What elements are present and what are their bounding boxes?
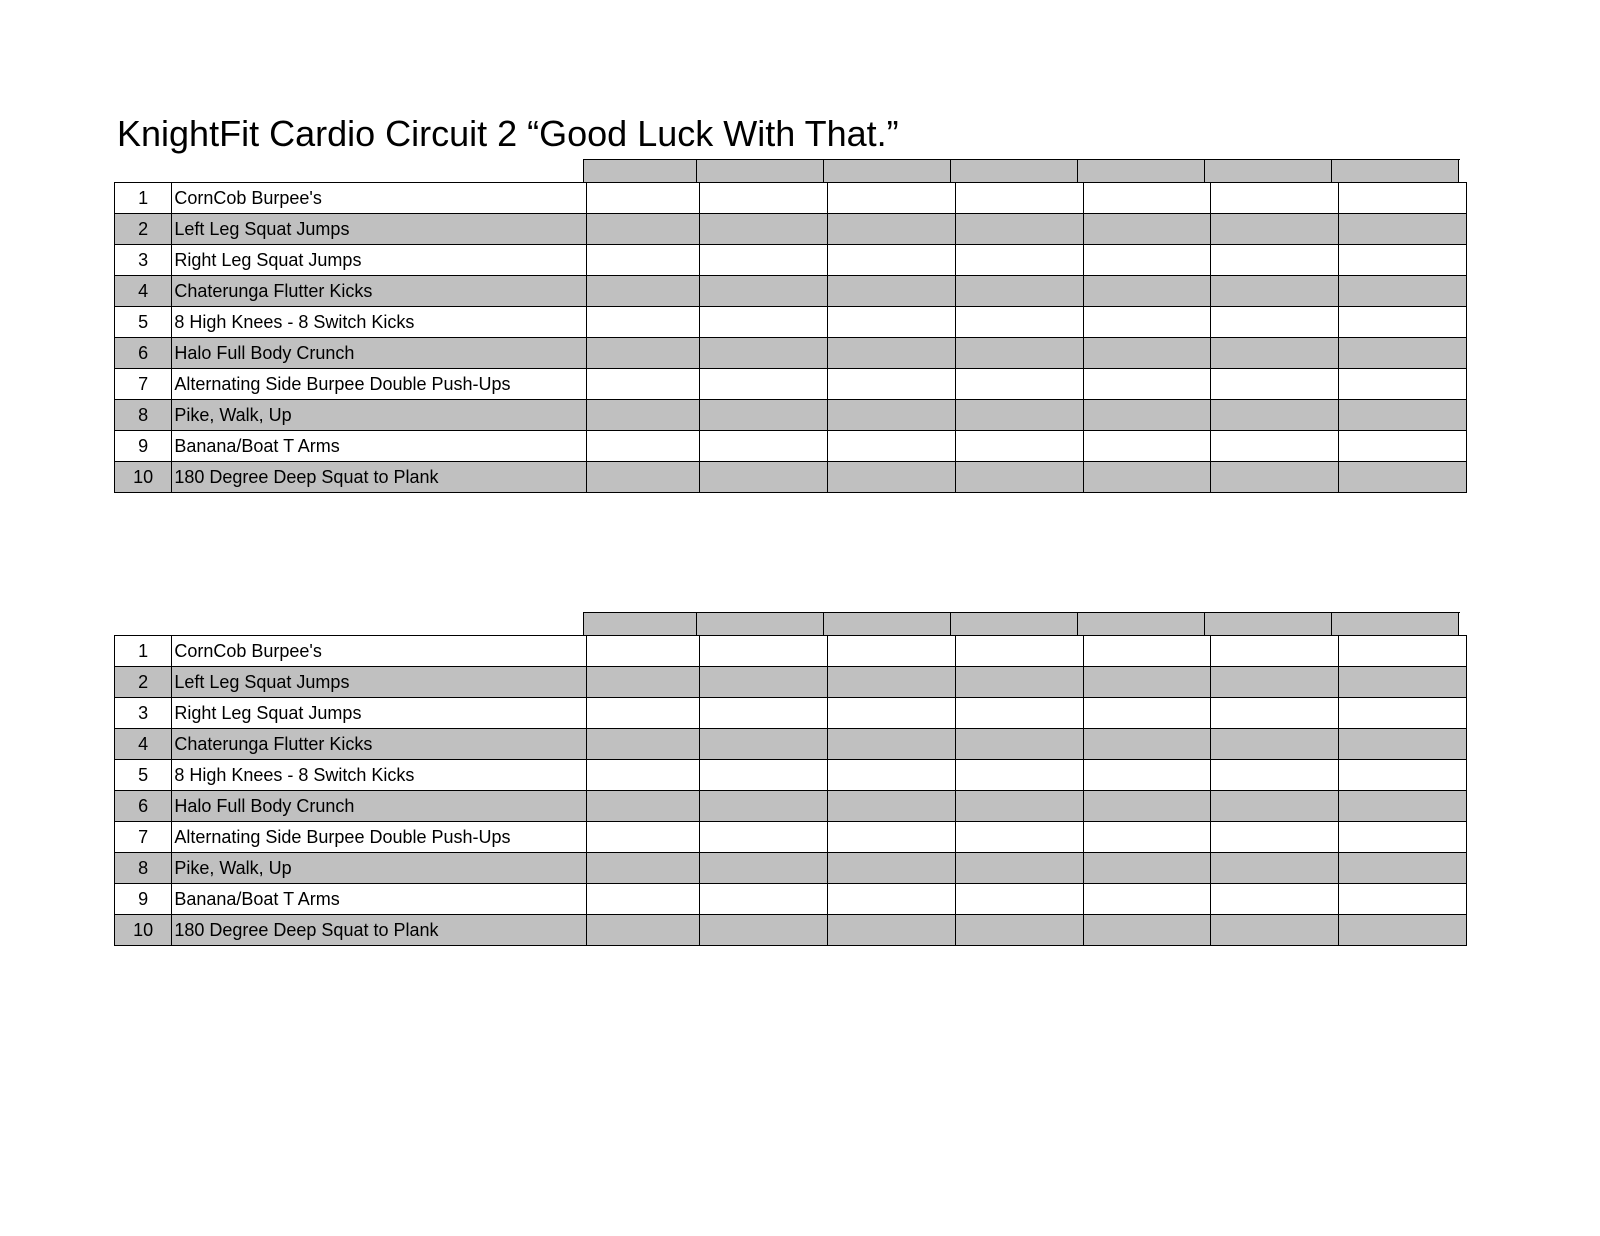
entry-cell[interactable] <box>1211 822 1339 853</box>
table-row <box>115 853 1467 884</box>
entry-cell[interactable] <box>1083 400 1211 431</box>
entry-cell[interactable] <box>700 307 828 338</box>
entry-cell[interactable] <box>828 245 956 276</box>
table-row <box>115 183 1467 214</box>
entry-cell[interactable] <box>828 369 956 400</box>
entry-cell[interactable] <box>700 400 828 431</box>
entry-cell[interactable] <box>1083 636 1211 667</box>
exercise-name: Right Leg Squat Jumps <box>172 698 586 729</box>
entry-cell[interactable] <box>955 431 1083 462</box>
row-number: 8 <box>115 400 172 431</box>
exercise-name: 180 Degree Deep Squat to Plank <box>172 915 586 946</box>
row-number: 8 <box>115 853 172 884</box>
exercise-grid <box>114 635 1467 946</box>
header-cell <box>951 160 1078 182</box>
exercise-name: Chaterunga Flutter Kicks <box>172 276 586 307</box>
entry-cell[interactable] <box>1083 884 1211 915</box>
entry-cell[interactable] <box>700 183 828 214</box>
entry-cell[interactable] <box>828 462 956 493</box>
entry-cell[interactable] <box>955 183 1083 214</box>
entry-cell[interactable] <box>828 729 956 760</box>
header-cell <box>1332 613 1459 635</box>
table-row <box>115 431 1467 462</box>
exercise-name: Right Leg Squat Jumps <box>172 245 586 276</box>
entry-cell[interactable] <box>955 636 1083 667</box>
exercise-name: CornCob Burpee's <box>172 183 586 214</box>
entry-cell[interactable] <box>700 760 828 791</box>
entry-cell[interactable] <box>1083 183 1211 214</box>
entry-cell[interactable] <box>1339 307 1467 338</box>
row-number: 1 <box>115 183 172 214</box>
entry-cell[interactable] <box>586 276 700 307</box>
header-cell <box>1078 613 1205 635</box>
entry-cell[interactable] <box>1083 760 1211 791</box>
entry-cell[interactable] <box>1211 431 1339 462</box>
table-row <box>115 698 1467 729</box>
entry-cell[interactable] <box>955 338 1083 369</box>
entry-cell[interactable] <box>955 667 1083 698</box>
entry-cell[interactable] <box>700 431 828 462</box>
entry-cell[interactable] <box>1339 915 1467 946</box>
row-number: 3 <box>115 698 172 729</box>
entry-cell[interactable] <box>1339 183 1467 214</box>
entry-cell[interactable] <box>955 760 1083 791</box>
entry-cell[interactable] <box>1211 667 1339 698</box>
entry-cell[interactable] <box>955 698 1083 729</box>
entry-cell[interactable] <box>1339 884 1467 915</box>
entry-cell[interactable] <box>586 667 700 698</box>
entry-cell[interactable] <box>1083 822 1211 853</box>
exercise-name: Banana/Boat T Arms <box>172 884 586 915</box>
entry-cell[interactable] <box>1211 307 1339 338</box>
entry-cell[interactable] <box>828 338 956 369</box>
entry-cell[interactable] <box>828 698 956 729</box>
entry-cell[interactable] <box>1211 853 1339 884</box>
entry-cell[interactable] <box>828 183 956 214</box>
entry-cell[interactable] <box>586 214 700 245</box>
entry-cell[interactable] <box>586 307 700 338</box>
entry-cell[interactable] <box>586 760 700 791</box>
table-row <box>115 369 1467 400</box>
entry-cell[interactable] <box>1211 245 1339 276</box>
entry-cell[interactable] <box>955 214 1083 245</box>
header-cell <box>697 160 824 182</box>
entry-cell[interactable] <box>586 853 700 884</box>
exercise-name: 180 Degree Deep Squat to Plank <box>172 462 586 493</box>
row-number: 5 <box>115 760 172 791</box>
exercise-name: Left Leg Squat Jumps <box>172 667 586 698</box>
entry-cell[interactable] <box>700 276 828 307</box>
entry-cell[interactable] <box>586 698 700 729</box>
header-cell <box>1205 160 1332 182</box>
row-number: 6 <box>115 338 172 369</box>
table-row <box>115 214 1467 245</box>
entry-cell[interactable] <box>700 884 828 915</box>
row-number: 9 <box>115 884 172 915</box>
entry-cell[interactable] <box>700 338 828 369</box>
entry-cell[interactable] <box>828 214 956 245</box>
entry-cell[interactable] <box>955 791 1083 822</box>
entry-cell[interactable] <box>1339 338 1467 369</box>
entry-cell[interactable] <box>1211 369 1339 400</box>
entry-cell[interactable] <box>828 636 956 667</box>
entry-cell[interactable] <box>586 245 700 276</box>
table-row <box>115 338 1467 369</box>
header-cell <box>951 613 1078 635</box>
entry-cell[interactable] <box>586 400 700 431</box>
table-row <box>115 822 1467 853</box>
table-row <box>115 915 1467 946</box>
table-row <box>115 400 1467 431</box>
entry-cell[interactable] <box>1211 214 1339 245</box>
table-row <box>115 462 1467 493</box>
row-number: 2 <box>115 667 172 698</box>
entry-cell[interactable] <box>1083 276 1211 307</box>
table-row <box>115 729 1467 760</box>
entry-cell[interactable] <box>955 400 1083 431</box>
row-number: 5 <box>115 307 172 338</box>
entry-cell[interactable] <box>586 729 700 760</box>
header-row <box>583 612 1460 635</box>
entry-cell[interactable] <box>1339 431 1467 462</box>
entry-cell[interactable] <box>700 698 828 729</box>
entry-cell[interactable] <box>1339 214 1467 245</box>
entry-cell[interactable] <box>955 245 1083 276</box>
entry-cell[interactable] <box>1211 183 1339 214</box>
entry-cell[interactable] <box>955 853 1083 884</box>
entry-cell[interactable] <box>700 915 828 946</box>
entry-cell[interactable] <box>1083 307 1211 338</box>
entry-cell[interactable] <box>1083 853 1211 884</box>
entry-cell[interactable] <box>1083 369 1211 400</box>
entry-cell[interactable] <box>586 636 700 667</box>
table-row <box>115 636 1467 667</box>
entry-cell[interactable] <box>828 307 956 338</box>
exercise-name: Alternating Side Burpee Double Push-Ups <box>172 822 586 853</box>
entry-cell[interactable] <box>1211 729 1339 760</box>
entry-cell[interactable] <box>700 636 828 667</box>
entry-cell[interactable] <box>586 915 700 946</box>
entry-cell[interactable] <box>1339 636 1467 667</box>
row-number: 3 <box>115 245 172 276</box>
entry-cell[interactable] <box>586 431 700 462</box>
entry-cell[interactable] <box>1083 462 1211 493</box>
row-number: 9 <box>115 431 172 462</box>
exercise-name: Left Leg Squat Jumps <box>172 214 586 245</box>
entry-cell[interactable] <box>1339 822 1467 853</box>
entry-cell[interactable] <box>586 822 700 853</box>
entry-cell[interactable] <box>1211 462 1339 493</box>
exercise-name: Pike, Walk, Up <box>172 400 586 431</box>
exercise-name: Chaterunga Flutter Kicks <box>172 729 586 760</box>
entry-cell[interactable] <box>700 729 828 760</box>
entry-cell[interactable] <box>1083 915 1211 946</box>
entry-cell[interactable] <box>586 369 700 400</box>
entry-cell[interactable] <box>586 462 700 493</box>
entry-cell[interactable] <box>955 915 1083 946</box>
entry-cell[interactable] <box>1211 636 1339 667</box>
entry-cell[interactable] <box>1211 338 1339 369</box>
entry-cell[interactable] <box>586 338 700 369</box>
entry-cell[interactable] <box>586 884 700 915</box>
entry-cell[interactable] <box>828 431 956 462</box>
header-cell <box>584 613 697 635</box>
entry-cell[interactable] <box>1211 698 1339 729</box>
entry-cell[interactable] <box>1339 698 1467 729</box>
entry-cell[interactable] <box>700 791 828 822</box>
row-number: 7 <box>115 369 172 400</box>
table-row <box>115 276 1467 307</box>
entry-cell[interactable] <box>1083 245 1211 276</box>
exercise-name: 8 High Knees - 8 Switch Kicks <box>172 307 586 338</box>
entry-cell[interactable] <box>700 667 828 698</box>
entry-cell[interactable] <box>1339 462 1467 493</box>
entry-cell[interactable] <box>1083 214 1211 245</box>
exercise-grid <box>114 182 1467 493</box>
entry-cell[interactable] <box>828 822 956 853</box>
table-row <box>115 307 1467 338</box>
entry-cell[interactable] <box>955 884 1083 915</box>
entry-cell[interactable] <box>828 791 956 822</box>
page-title: KnightFit Cardio Circuit 2 “Good Luck With That.” <box>117 113 899 154</box>
row-number: 10 <box>115 462 172 493</box>
row-number: 6 <box>115 791 172 822</box>
entry-cell[interactable] <box>1083 698 1211 729</box>
entry-cell[interactable] <box>1339 400 1467 431</box>
entry-cell[interactable] <box>700 853 828 884</box>
entry-cell[interactable] <box>1339 853 1467 884</box>
entry-cell[interactable] <box>700 214 828 245</box>
exercise-name: CornCob Burpee's <box>172 636 586 667</box>
entry-cell[interactable] <box>700 462 828 493</box>
header-cell <box>1205 613 1332 635</box>
exercise-name: Halo Full Body Crunch <box>172 338 586 369</box>
entry-cell[interactable] <box>955 729 1083 760</box>
entry-cell[interactable] <box>828 884 956 915</box>
entry-cell[interactable] <box>1211 760 1339 791</box>
table-row <box>115 667 1467 698</box>
entry-cell[interactable] <box>955 462 1083 493</box>
header-cell <box>1332 160 1459 182</box>
entry-cell[interactable] <box>1339 667 1467 698</box>
entry-cell[interactable] <box>700 369 828 400</box>
entry-cell[interactable] <box>1211 276 1339 307</box>
table-row <box>115 760 1467 791</box>
table-row <box>115 791 1467 822</box>
entry-cell[interactable] <box>1339 760 1467 791</box>
exercise-name: Alternating Side Burpee Double Push-Ups <box>172 369 586 400</box>
entry-cell[interactable] <box>1211 915 1339 946</box>
entry-cell[interactable] <box>955 369 1083 400</box>
header-cell <box>1078 160 1205 182</box>
entry-cell[interactable] <box>586 183 700 214</box>
entry-cell[interactable] <box>1211 791 1339 822</box>
exercise-name: Banana/Boat T Arms <box>172 431 586 462</box>
entry-cell[interactable] <box>828 276 956 307</box>
header-row <box>583 159 1460 182</box>
entry-cell[interactable] <box>828 853 956 884</box>
exercise-name: 8 High Knees - 8 Switch Kicks <box>172 760 586 791</box>
row-number: 10 <box>115 915 172 946</box>
header-cell <box>697 613 824 635</box>
entry-cell[interactable] <box>700 245 828 276</box>
header-cell <box>824 160 951 182</box>
entry-cell[interactable] <box>1083 791 1211 822</box>
entry-cell[interactable] <box>586 791 700 822</box>
entry-cell[interactable] <box>1339 276 1467 307</box>
entry-cell[interactable] <box>828 915 956 946</box>
entry-cell[interactable] <box>1211 884 1339 915</box>
row-number: 4 <box>115 276 172 307</box>
table-row <box>115 245 1467 276</box>
header-cell <box>824 613 951 635</box>
entry-cell[interactable] <box>955 307 1083 338</box>
row-number: 7 <box>115 822 172 853</box>
row-number: 1 <box>115 636 172 667</box>
entry-cell[interactable] <box>1339 245 1467 276</box>
table-row <box>115 884 1467 915</box>
entry-cell[interactable] <box>700 822 828 853</box>
entry-cell[interactable] <box>1339 369 1467 400</box>
exercise-name: Pike, Walk, Up <box>172 853 586 884</box>
header-cell <box>584 160 697 182</box>
entry-cell[interactable] <box>1339 791 1467 822</box>
entry-cell[interactable] <box>1339 729 1467 760</box>
entry-cell[interactable] <box>828 400 956 431</box>
entry-cell[interactable] <box>955 822 1083 853</box>
entry-cell[interactable] <box>1083 667 1211 698</box>
entry-cell[interactable] <box>955 276 1083 307</box>
entry-cell[interactable] <box>828 667 956 698</box>
exercise-name: Halo Full Body Crunch <box>172 791 586 822</box>
entry-cell[interactable] <box>828 760 956 791</box>
entry-cell[interactable] <box>1083 338 1211 369</box>
entry-cell[interactable] <box>1211 400 1339 431</box>
entry-cell[interactable] <box>1083 431 1211 462</box>
row-number: 4 <box>115 729 172 760</box>
entry-cell[interactable] <box>1083 729 1211 760</box>
row-number: 2 <box>115 214 172 245</box>
